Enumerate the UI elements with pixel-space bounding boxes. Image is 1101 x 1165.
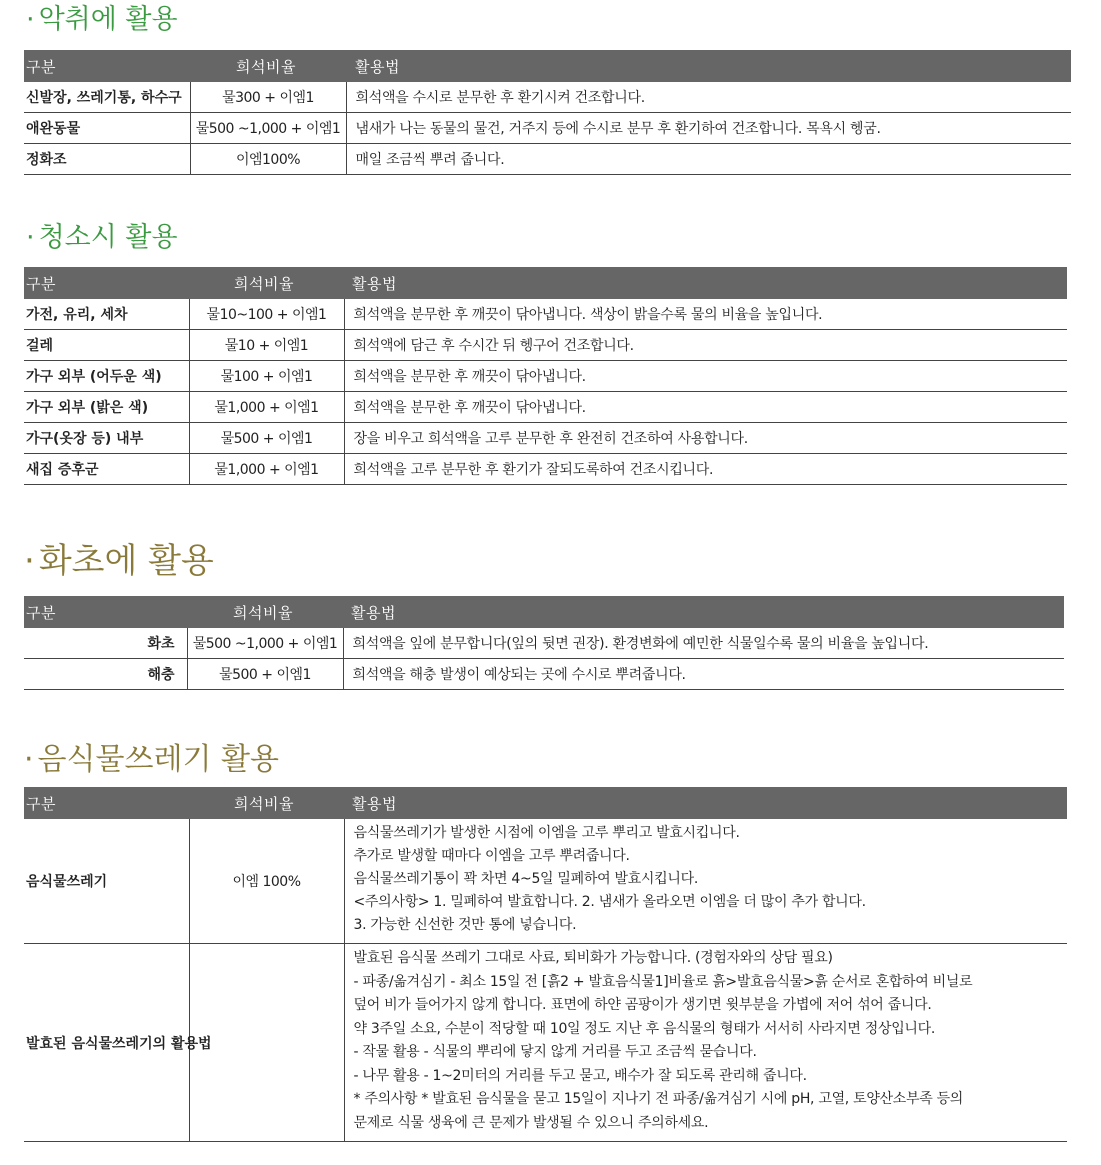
cell-category: 신발장, 쓰레기통, 하수구 xyxy=(24,82,190,113)
cell-category: 가구 외부 (어두운 색) xyxy=(24,361,189,392)
table-row xyxy=(24,392,1067,423)
cell-usage: 희석액을 수시로 분무한 후 환기시켜 건조합니다. xyxy=(346,82,1071,113)
header-usage: 활용법 xyxy=(343,596,1064,628)
cell-ratio: 물500 + 이엠1 xyxy=(189,423,344,454)
cell-category: 가구(옷장 등) 내부 xyxy=(24,423,189,454)
table-header-row xyxy=(24,267,1067,299)
title-text: 음식물쓰레기 활용 xyxy=(37,742,279,777)
cell-category: 발효된 음식물쓰레기의 활용법 xyxy=(24,944,189,1142)
cell-usage: 희석액을 분무한 후 깨끗이 닦아냅니다. 색상이 밝을수록 물의 비율을 높입니다. xyxy=(344,299,1067,330)
section-title-plants xyxy=(24,541,214,581)
cell-category: 화초 xyxy=(24,628,187,659)
cell-ratio: 물10~100 + 이엠1 xyxy=(189,299,344,330)
cell-category: 걸레 xyxy=(24,330,189,361)
cell-ratio: 물1,000 + 이엠1 xyxy=(189,392,344,423)
cell-ratio xyxy=(189,944,344,1142)
header-ratio: 희석비율 xyxy=(187,596,343,628)
table-row xyxy=(24,423,1067,454)
title-bullet: · xyxy=(24,742,34,777)
cell-category: 새집 증후군 xyxy=(24,454,189,485)
usage-line: 음식물쓰레기가 발생한 시점에 이엠을 고루 뿌리고 발효시킵니다. xyxy=(353,825,740,841)
table-row xyxy=(24,361,1067,392)
title-bullet: · xyxy=(24,541,35,581)
cell-category: 정화조 xyxy=(24,144,190,175)
table-row xyxy=(24,144,1071,175)
cell-usage: 매일 조금씩 뿌려 줍니다. xyxy=(346,144,1071,175)
table-header-row xyxy=(24,50,1071,82)
cell-category: 가전, 유리, 세차 xyxy=(24,299,189,330)
cell-category: 애완동물 xyxy=(24,113,190,144)
usage-line: - 나무 활용 - 1~2미터의 거리를 두고 묻고, 배수가 잘 되도록 관리해 줍니다. xyxy=(353,1067,807,1084)
header-category: 구분 xyxy=(24,267,189,299)
cleaning-table xyxy=(24,267,1067,485)
header-category: 구분 xyxy=(24,596,187,628)
header-usage: 활용법 xyxy=(344,267,1067,299)
usage-line: * 주의사항 * 발효된 음식물을 묻고 15일이 지나기 전 파종/옮겨심기 시에 pH, 고열, 토양산소부족 등의 xyxy=(353,1091,964,1107)
usage-line: 음식물쓰레기통이 꽉 차면 4~5일 밀폐하여 발효시킵니다. xyxy=(353,871,698,887)
cell-usage: 희석액을 분무한 후 깨끗이 닦아냅니다. xyxy=(344,361,1067,392)
cell-ratio: 물300 + 이엠1 xyxy=(190,82,346,113)
title-text: 청소시 활용 xyxy=(38,222,178,253)
section-title-food-waste xyxy=(24,742,279,777)
cell-usage: 희석액을 해충 발생이 예상되는 곳에 수시로 뿌려줍니다. xyxy=(343,659,1064,690)
table-row xyxy=(24,454,1067,485)
header-ratio: 희석비율 xyxy=(190,50,346,82)
cell-category: 해충 xyxy=(24,659,187,690)
plants-table xyxy=(24,596,1064,690)
cell-usage: 희석액을 분무한 후 깨끗이 닦아냅니다. xyxy=(344,392,1067,423)
header-category: 구분 xyxy=(24,787,189,819)
cell-usage: 장을 비우고 희석액을 고루 분무한 후 완전히 건조하여 사용합니다. xyxy=(344,423,1067,454)
cell-ratio: 물500 ~1,000 + 이엠1 xyxy=(187,628,343,659)
food-waste-table xyxy=(24,787,1067,1142)
cell-category: 음식물쓰레기 xyxy=(24,819,189,944)
table-row xyxy=(24,82,1071,113)
section-title-odor xyxy=(26,6,178,33)
cell-usage: 희석액을 잎에 분무합니다(잎의 뒷면 권장). 환경변화에 예민한 식물일수록 물의 비율을 높입니다. xyxy=(343,628,1064,659)
table-header-row xyxy=(24,787,1067,819)
cell-usage xyxy=(344,819,1067,944)
cell-ratio: 물10 + 이엠1 xyxy=(189,330,344,361)
header-usage: 활용법 xyxy=(344,787,1067,819)
table-row xyxy=(24,330,1067,361)
table-row xyxy=(24,113,1071,144)
cell-category: 가구 외부 (밝은 색) xyxy=(24,392,189,423)
table-row xyxy=(24,819,1067,944)
title-bullet: · xyxy=(26,222,35,253)
header-category: 구분 xyxy=(24,50,190,82)
title-text: 악취에 활용 xyxy=(38,4,178,35)
usage-line: - 작물 활용 - 식물의 뿌리에 닿지 않게 거리를 두고 조금씩 묻습니다. xyxy=(353,1044,757,1060)
table-row xyxy=(24,628,1064,659)
header-ratio: 희석비율 xyxy=(189,787,344,819)
usage-line: 발효된 음식물 쓰레기 그대로 사료, 퇴비화가 가능합니다. (경험자와의 상담 필요) xyxy=(353,950,833,966)
usage-line: 추가로 발생할 때마다 이엠을 고루 뿌려줍니다. xyxy=(353,848,630,864)
table-header-row xyxy=(24,596,1064,628)
header-usage: 활용법 xyxy=(346,50,1071,82)
cell-usage xyxy=(344,944,1067,1142)
cell-usage: 냄새가 나는 동물의 물건, 거주지 등에 수시로 분무 후 환기하여 건조합니다. 목욕시 헹굼. xyxy=(346,113,1071,144)
usage-line: <주의사항> 1. 밀폐하여 발효합니다. 2. 냄새가 올라오면 이엠을 더 많이 추가 합니다. xyxy=(353,894,866,910)
usage-line: 문제로 식물 생육에 큰 문제가 발생될 수 있으니 주의하세요. xyxy=(353,1114,709,1131)
title-text: 화초에 활용 xyxy=(38,541,214,581)
usage-line: 덮어 비가 들어가지 않게 합니다. 표면에 하얀 곰팡이가 생기면 윗부분을 가볍에 저어 섞어 줍니다. xyxy=(353,997,932,1013)
cell-ratio: 이엠100% xyxy=(190,144,346,175)
usage-line: 3. 가능한 신선한 것만 통에 넣습니다. xyxy=(353,917,577,933)
cell-ratio: 물500 ~1,000 + 이엠1 xyxy=(190,113,346,144)
cell-ratio: 이엠 100% xyxy=(189,819,344,944)
table-row xyxy=(24,659,1064,690)
usage-line: - 파종/옮겨심기 - 최소 15일 전 [흙2 + 발효음식물1]비율로 흙>발효음식물>흙 순서로 혼합하여 비닐로 xyxy=(353,973,973,990)
cell-ratio: 물500 + 이엠1 xyxy=(187,659,343,690)
table-row xyxy=(24,299,1067,330)
table-row xyxy=(24,944,1067,1142)
cell-ratio: 물100 + 이엠1 xyxy=(189,361,344,392)
odor-table xyxy=(24,50,1071,175)
header-ratio: 희석비율 xyxy=(189,267,344,299)
cell-ratio: 물1,000 + 이엠1 xyxy=(189,454,344,485)
section-title-cleaning xyxy=(26,224,178,251)
usage-line: 약 3주일 소요, 수분이 적당할 때 10일 정도 지난 후 음식물의 형태가 서서히 사라지면 정상입니다. xyxy=(353,1020,936,1037)
cell-usage: 희석액에 담근 후 수시간 뒤 헹구어 건조합니다. xyxy=(344,330,1067,361)
title-bullet: · xyxy=(26,4,35,35)
cell-usage: 희석액을 고루 분무한 후 환기가 잘되도록하여 건조시킵니다. xyxy=(344,454,1067,485)
